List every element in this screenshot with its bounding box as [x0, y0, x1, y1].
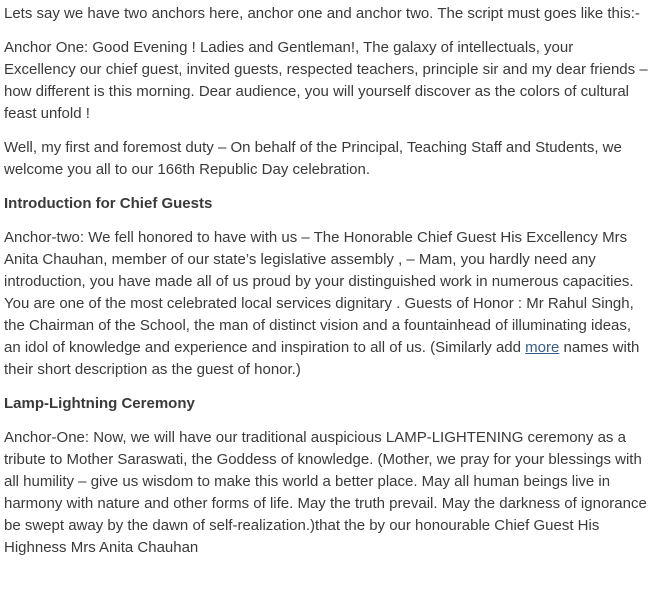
more-link[interactable]: more [525, 339, 560, 356]
chief-guests-heading: Introduction for Chief Guests [4, 195, 213, 212]
lamp-ceremony-heading: Lamp-Lightning Ceremony [4, 395, 195, 412]
welcome-paragraph: Well, my first and foremost duty – On behalf of the Principal, Teaching Staff and Students, we welcome you all to our 166th Republic Day celebration. [4, 139, 622, 178]
article-body [4, 3, 648, 559]
chief-guests-paragraph [4, 227, 648, 381]
anchor-one-opening-paragraph: Anchor One: Good Evening ! Ladies and Gentleman!, The galaxy of intellectuals, your Excellency our chief guest, invited guests, respected teachers, principle sir and my dear friends – how different is this morning. Dear audience, you will yourself discover as the colors of cultural feast unfold ! [4, 39, 648, 122]
chief-guests-text-before-link: Anchor-two: We fell honored to have with us – The Honorable Chief Guest His Excellency Mrs Anita Chauhan, member of our state’s legislative assembly , – Mam, you hardly need any introduction, you have made all of us proud by your distinguished work in numerous capacities. You are one of the most celebrated local services dignitary . Guests of Honor : Mr Rahul Singh, the Chairman of the School, the man of distinct vision and a fountainhead of illuminating ideas, an idol of knowledge and experience and inspiration to all of us. (Similarly add [4, 229, 634, 356]
lamp-ceremony-paragraph: Anchor-One: Now, we will have our traditional auspicious LAMP-LIGHTENING ceremony as a tribute to Mother Saraswati, the Goddess of knowledge. (Mother, we pray for your blessings with all humility – give us wisdom to make this world a better place. May all human beings live in harmony with nature and other forms of life. May the truth prevail. May the darkness of ignorance be swept away by the dawn of self-realization.)that the by our honourable Chief Guest His Highness Mrs Anita Chauhan [4, 429, 647, 556]
intro-paragraph: Lets say we have two anchors here, anchor one and anchor two. The script must goes like this:- [4, 5, 640, 22]
chief-guests-text-after-link: names with their short description as the guest of honor.) [4, 339, 640, 378]
